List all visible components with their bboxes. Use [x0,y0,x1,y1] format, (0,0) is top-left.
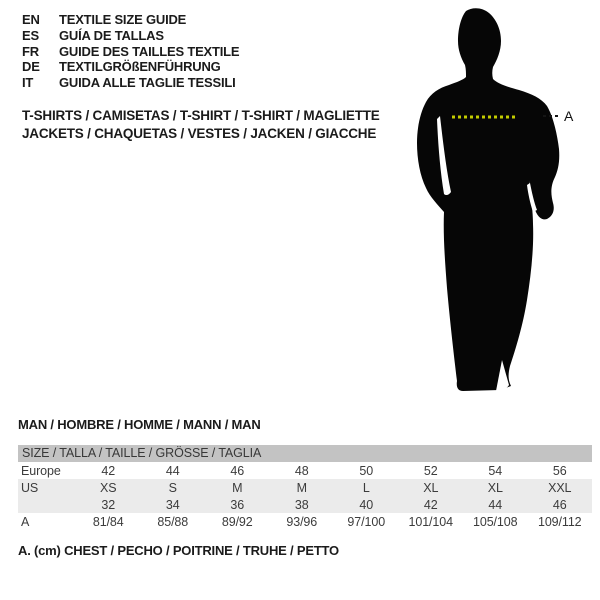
size-cell: S [168,480,177,495]
section-title-man: MAN / HOMBRE / HOMME / MANN / MAN [18,417,261,432]
size-cell: 44 [488,497,503,512]
table-row-us [18,479,592,496]
measurement-footnote: A. (cm) CHEST / PECHO / POITRINE / TRUHE / PETTO [18,543,339,558]
size-table [18,445,592,530]
size-cell: XL [423,480,439,495]
size-cell: 34 [165,497,180,512]
size-cell: 42 [101,463,116,478]
table-row-us-numeric [18,496,592,513]
size-cell: XL [487,480,503,495]
language-code: FR [22,43,39,59]
size-cell: 56 [552,463,567,478]
size-cell: 52 [423,463,438,478]
language-code: IT [22,75,34,91]
size-cell: 40 [359,497,374,512]
measure-label-a: A [564,108,574,124]
size-cell: XXL [548,480,572,495]
size-cell: 32 [101,497,116,512]
size-cell: 54 [488,463,503,478]
size-cell: 48 [294,463,309,478]
language-title: GUÍA DE TALLAS [59,27,164,43]
size-cell: 105/108 [473,514,518,529]
row-label: Europe [21,463,61,478]
table-row-chest-cm [18,513,592,530]
size-cell: 46 [230,463,245,478]
language-code: EN [22,12,40,27]
size-table-header: SIZE / TALLA / TAILLE / GRÖSSE / TAGLIA [18,445,592,462]
language-code: ES [22,27,39,43]
garment-line-tshirts: T-SHIRTS / CAMISETAS / T-SHIRT / T-SHIRT / MAGLIETTE [22,108,380,123]
size-cell: XS [100,480,117,495]
size-cell: 36 [230,497,245,512]
size-cell: M [232,480,243,495]
size-cell: 50 [359,463,374,478]
size-cell: M [296,480,307,495]
size-cell: 44 [165,463,180,478]
size-cell: 109/112 [537,514,582,529]
language-title: TEXTILGRÖßENFÜHRUNG [59,59,221,75]
size-cell: 97/100 [347,514,386,529]
language-code: DE [22,59,40,75]
man-silhouette [417,8,559,391]
row-label: US [21,480,39,495]
size-cell: 89/92 [221,514,253,529]
garment-line-jackets: JACKETS / CHAQUETAS / VESTES / JACKEN / GIACCHE [22,125,377,141]
size-cell: L [362,480,370,495]
size-cell: 42 [423,497,438,512]
size-cell: 46 [552,497,567,512]
table-row-europe [18,462,592,479]
language-title: GUIDA ALLE TAGLIE TESSILI [59,75,236,91]
language-title: TEXTILE SIZE GUIDE [59,12,187,27]
size-cell: 81/84 [92,514,124,529]
row-label: A [21,514,30,529]
size-cell: 85/88 [157,514,189,529]
size-cell: 93/96 [286,514,318,529]
size-cell: 101/104 [408,514,453,529]
size-cell: 38 [294,497,309,512]
language-title: GUIDE DES TAILLES TEXTILE [59,43,240,59]
